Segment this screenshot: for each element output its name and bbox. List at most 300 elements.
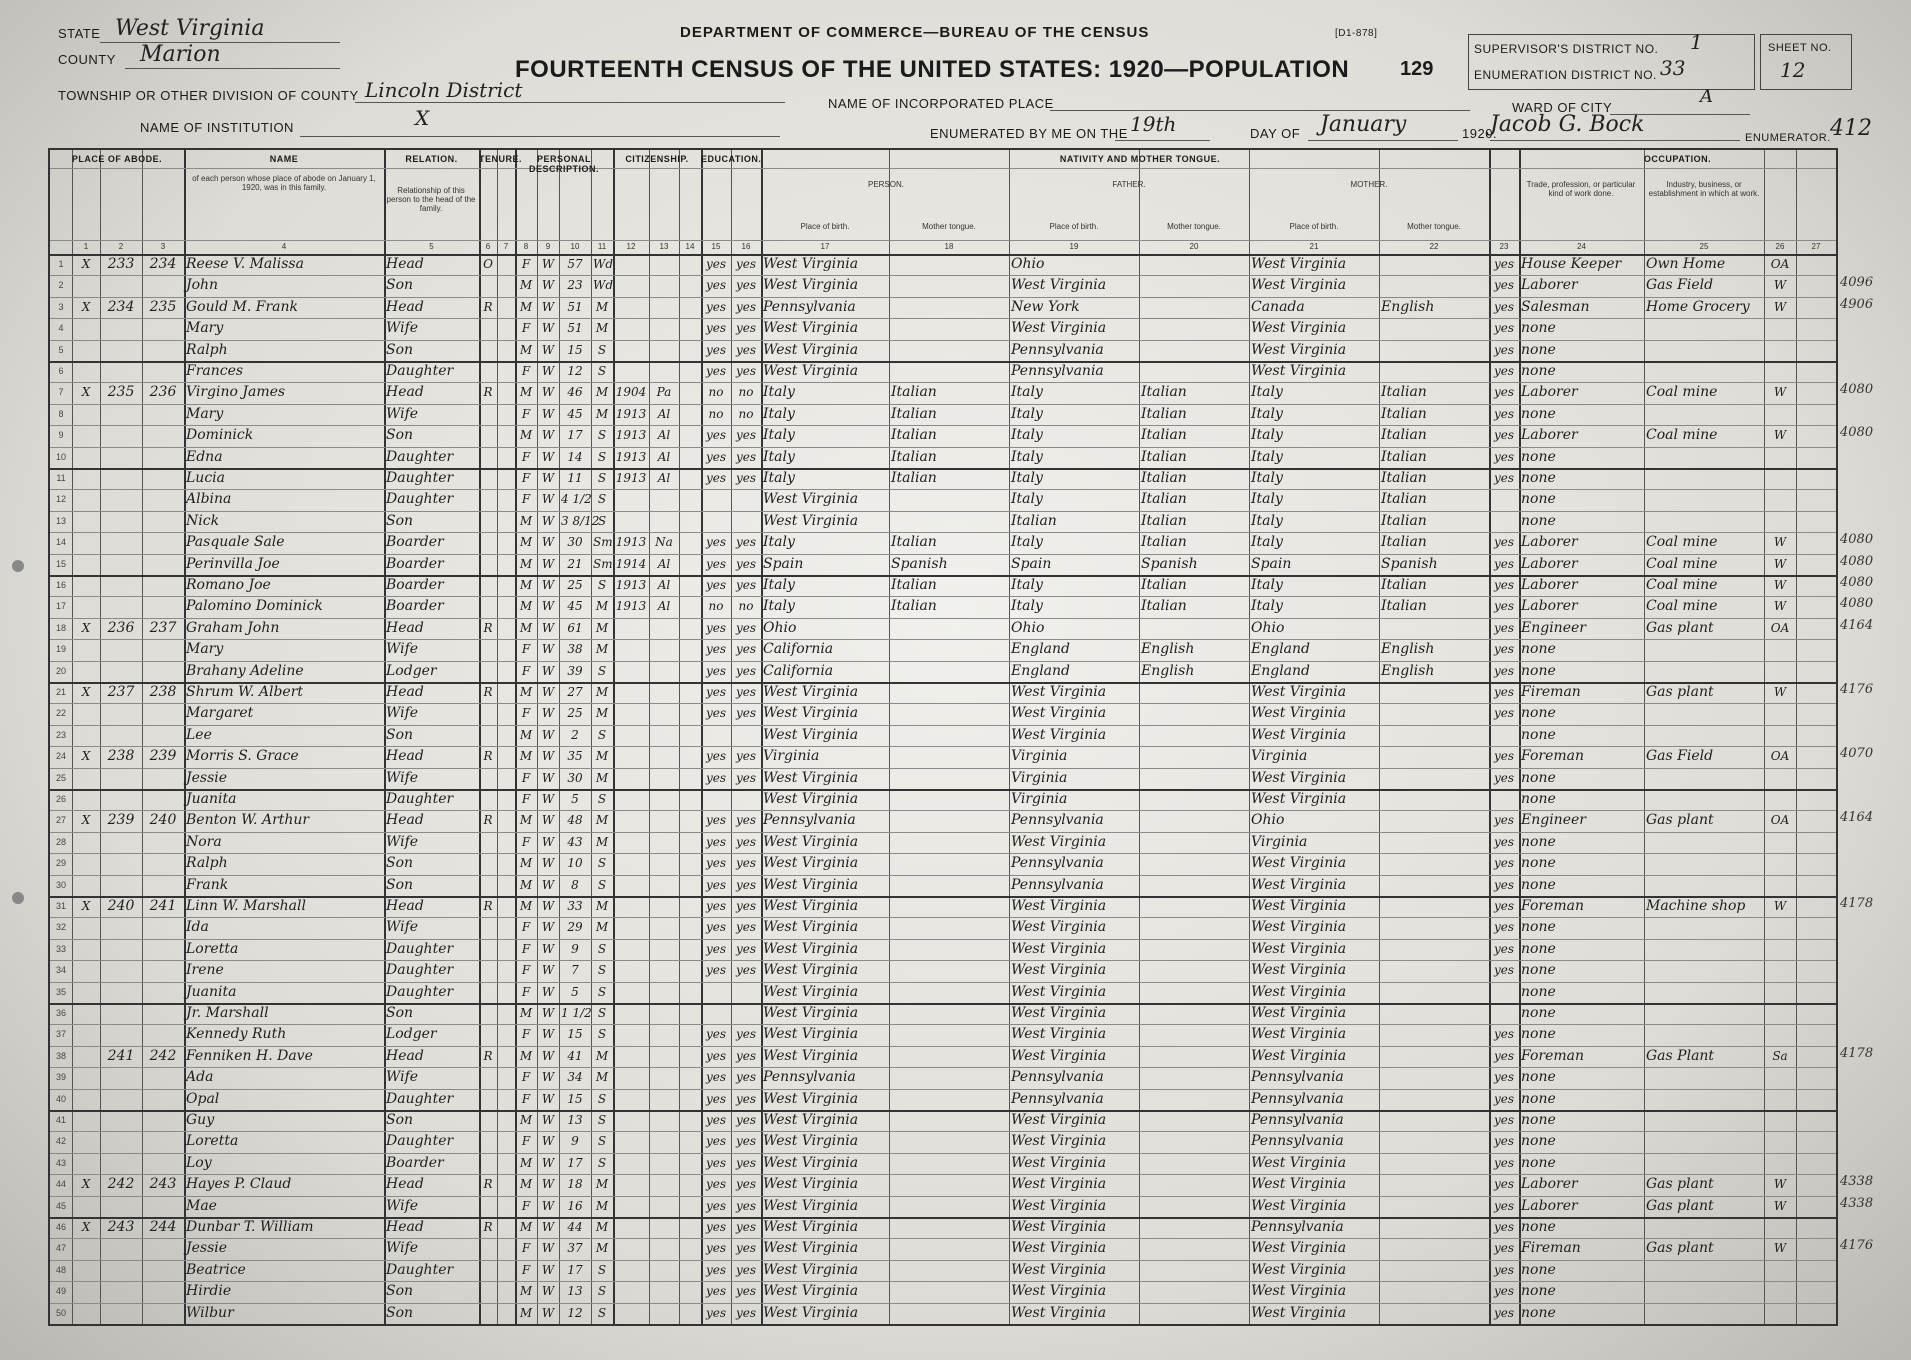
cell-fpob: Pennsylvania (1011, 855, 1104, 872)
cell-occ: none (1521, 341, 1556, 358)
cell-pob: West Virginia (763, 940, 859, 957)
cell-cls: W (1773, 1198, 1787, 1213)
cell-name: Mary (186, 405, 224, 422)
cell-occ: none (1521, 876, 1556, 893)
cell-rd: yes (705, 1048, 727, 1063)
cell-sex: F (521, 364, 531, 378)
cell-sex: F (521, 1091, 531, 1106)
cell-eng: yes (1493, 385, 1515, 400)
cell-rd: yes (705, 813, 727, 828)
column-number: 12 (626, 242, 636, 251)
cell-cls: W (1773, 428, 1787, 443)
cell-eng: yes (1493, 364, 1515, 378)
cell-age: 9 (571, 1134, 579, 1149)
cell-occ: Laborer (1521, 1176, 1578, 1193)
cell-pob: West Virginia (763, 277, 859, 294)
cell-age: 61 (567, 620, 583, 635)
cell-fpob: Virginia (1011, 791, 1068, 807)
cell-rd: yes (705, 685, 727, 699)
cell-rd: yes (705, 1241, 727, 1256)
cell-sex: M (519, 535, 533, 550)
cell-mpob: Italy (1251, 384, 1283, 401)
cell-ftongue: Spanish (1141, 555, 1198, 572)
cell-race: W (541, 535, 555, 550)
cell-name: Frank (186, 876, 229, 893)
cell-ms: M (595, 406, 609, 421)
cell-ten: R (483, 685, 493, 699)
cell-n: 17 (55, 601, 66, 612)
cell-mpob: West Virginia (1251, 876, 1347, 893)
cell-occ: none (1521, 1261, 1556, 1278)
cell-eng: yes (1493, 1220, 1515, 1234)
cell-imm: 1913 (615, 406, 647, 421)
cell-fam: 235 (149, 298, 177, 315)
cell-sex: M (519, 1305, 533, 1320)
cell-sex: M (519, 342, 533, 357)
cell-imm: 1913 (615, 599, 647, 614)
cell-pob: West Virginia (763, 320, 859, 337)
cell-age: 51 (567, 299, 583, 314)
cell-rd: yes (705, 834, 727, 849)
cell-race: W (541, 449, 555, 464)
cell-st: X (81, 1220, 91, 1234)
cell-nat: Al (657, 449, 671, 464)
cell-mpob: West Virginia (1251, 1304, 1347, 1321)
cell-ms: S (597, 856, 607, 871)
cell-eng: yes (1493, 1177, 1515, 1192)
cell-occ: none (1521, 1005, 1556, 1021)
cell-sex: M (519, 685, 533, 699)
cell-ftongue: English (1141, 641, 1195, 658)
cell-cls: W (1773, 299, 1787, 314)
cell-age: 3 8/12 (561, 513, 600, 528)
cell-wr: yes (735, 1220, 757, 1234)
margin-occupation-code: 4096 (1840, 275, 1874, 291)
cell-tongue: Italian (891, 598, 937, 615)
cell-n: 28 (55, 836, 66, 847)
cell-pob: Italy (763, 427, 795, 444)
cell-fpob: Italy (1011, 577, 1043, 593)
cell-ind: Gas plant (1646, 812, 1714, 829)
cell-fpob: West Virginia (1011, 1261, 1107, 1278)
cell-wr: yes (735, 471, 757, 485)
cell-name: Kennedy Ruth (186, 1026, 287, 1043)
cell-pob: West Virginia (763, 898, 859, 914)
cell-pob: Pennsylvania (763, 812, 856, 829)
margin-occupation-code: 4080 (1840, 382, 1874, 398)
cell-n: 10 (55, 451, 66, 462)
cell-rel: Son (386, 512, 414, 529)
cell-age: 37 (567, 1241, 583, 1256)
subheader-place-of-birth: Place of birth. (800, 222, 850, 231)
cell-imm: 1913 (615, 471, 647, 485)
cell-age: 30 (567, 770, 583, 785)
cell-eng: yes (1493, 535, 1515, 550)
cell-ms: M (595, 899, 609, 913)
cell-rd: yes (705, 428, 727, 443)
enumerated-label: ENUMERATED BY ME ON THE (930, 126, 1128, 141)
cell-pob: West Virginia (763, 705, 859, 722)
cell-eng: yes (1493, 642, 1515, 657)
cell-wr: yes (735, 1198, 757, 1213)
cell-wr: no (738, 385, 754, 400)
cell-sex: F (521, 770, 531, 785)
cell-sex: M (519, 278, 533, 293)
cell-wr: yes (735, 920, 757, 935)
cell-rel: Wife (386, 1240, 419, 1257)
county-value: Marion (140, 42, 221, 67)
cell-name: John (186, 277, 219, 294)
cell-fpob: Pennsylvania (1011, 876, 1104, 893)
cell-sex: F (521, 1027, 531, 1042)
cell-rel: Son (386, 855, 414, 872)
cell-ms: S (597, 1006, 607, 1020)
cell-rd: yes (705, 899, 727, 913)
cell-cls: W (1773, 278, 1787, 293)
cell-name: Ada (186, 1069, 214, 1086)
cell-ftongue: Italian (1141, 598, 1187, 615)
cell-rel: Daughter (386, 940, 454, 957)
cell-wr: yes (735, 299, 757, 314)
cell-ind: Coal mine (1646, 555, 1718, 572)
cell-dw: 243 (107, 1219, 135, 1235)
cell-age: 12 (567, 1305, 583, 1320)
cell-ms: Sm (593, 556, 613, 571)
county-label: COUNTY (58, 52, 116, 67)
cell-pob: West Virginia (763, 1154, 859, 1171)
column-number: 21 (1309, 242, 1319, 251)
cell-fpob: West Virginia (1011, 1240, 1107, 1257)
cell-mtongue: Italian (1381, 384, 1427, 401)
cell-wr: yes (735, 1070, 757, 1085)
column-number: 25 (1699, 242, 1709, 251)
cell-sex: M (519, 856, 533, 871)
cell-rel: Son (386, 427, 414, 444)
cell-mtongue: Italian (1381, 405, 1427, 422)
cell-occ: Laborer (1521, 1197, 1578, 1214)
cell-mpob: Spain (1251, 555, 1292, 572)
cell-rd: yes (705, 1262, 727, 1277)
cell-ind: Gas plant (1646, 684, 1714, 700)
cell-age: 23 (567, 278, 583, 293)
cell-race: W (541, 642, 555, 657)
cell-pob: Pennsylvania (763, 298, 856, 315)
cell-fpob: West Virginia (1011, 684, 1107, 700)
cell-rd: yes (705, 1220, 727, 1234)
cell-occ: Foreman (1521, 748, 1584, 765)
column-rule (613, 150, 615, 1324)
cell-ten: R (483, 1177, 493, 1192)
cell-race: W (541, 920, 555, 935)
cell-occ: Laborer (1521, 534, 1578, 551)
cell-eng: yes (1493, 834, 1515, 849)
margin-occupation-code: 4176 (1840, 682, 1874, 697)
cell-dw: 242 (107, 1176, 135, 1193)
cell-rd: yes (705, 1177, 727, 1192)
column-group-heading: CITIZENSHIP. (625, 154, 689, 164)
cell-occ: Laborer (1521, 555, 1578, 572)
cell-mpob: West Virginia (1251, 919, 1347, 936)
cell-mpob: West Virginia (1251, 684, 1347, 700)
cell-nat: Al (657, 578, 671, 592)
cell-rel: Wife (386, 769, 419, 786)
cell-occ: Fireman (1521, 1240, 1581, 1257)
margin-occupation-code: 4080 (1840, 575, 1874, 590)
cell-fpob: Italian (1011, 512, 1057, 529)
cell-age: 25 (567, 578, 583, 592)
cell-pob: West Virginia (763, 1283, 859, 1300)
cell-rd: yes (705, 856, 727, 871)
cell-sex: F (521, 1198, 531, 1213)
cell-ind: Coal mine (1646, 427, 1718, 444)
cell-pob: West Virginia (763, 1219, 859, 1235)
cell-n: 21 (55, 687, 66, 697)
cell-ms: M (595, 749, 609, 764)
cell-pob: West Virginia (763, 1240, 859, 1257)
cell-race: W (541, 877, 555, 892)
column-rule (100, 150, 101, 1324)
cell-fpob: West Virginia (1011, 919, 1107, 936)
cell-race: W (541, 257, 555, 271)
cell-fpob: Italy (1011, 384, 1043, 401)
census-table (48, 148, 1838, 1326)
subheader-father: FATHER. (1112, 180, 1146, 189)
cell-st: X (81, 899, 91, 913)
cell-name: Loy (186, 1154, 212, 1171)
cell-imm: 1904 (615, 385, 647, 400)
cell-st: X (81, 385, 91, 400)
cell-ten: R (483, 620, 493, 635)
subheader-mother-tongue: Mother tongue. (1407, 222, 1461, 231)
column-number: 22 (1429, 242, 1439, 251)
cell-rel: Daughter (386, 491, 454, 508)
cell-rel: Wife (386, 833, 419, 850)
cell-rd: yes (705, 278, 727, 293)
column-rule (559, 150, 560, 1324)
column-number: 26 (1775, 242, 1785, 251)
cell-n: 11 (56, 473, 66, 483)
cell-rd: yes (705, 449, 727, 464)
cell-n: 50 (55, 1307, 66, 1318)
month-value: January (1320, 112, 1407, 137)
column-number: 19 (1069, 242, 1079, 251)
cell-occ: none (1521, 320, 1556, 337)
cell-dw: 237 (107, 684, 135, 700)
cell-mpob: Italy (1251, 512, 1283, 529)
column-rule (142, 150, 143, 1324)
cell-mtongue: English (1381, 298, 1435, 315)
cell-mpob: West Virginia (1251, 1283, 1347, 1300)
cell-pob: Spain (763, 555, 804, 572)
cell-n: 36 (55, 1008, 66, 1018)
cell-ms: M (595, 321, 609, 336)
cell-st: X (81, 813, 91, 828)
cell-pob: California (763, 662, 834, 679)
cell-sex: F (521, 642, 531, 657)
cell-name: Opal (186, 1090, 220, 1107)
cell-imm: 1913 (615, 449, 647, 464)
cell-eng: yes (1493, 1134, 1515, 1149)
cell-name: Mary (186, 641, 224, 658)
cell-ms: S (597, 1284, 607, 1299)
cell-name: Margaret (186, 705, 254, 722)
cell-n: 16 (55, 580, 66, 590)
cell-wr: yes (735, 749, 757, 764)
cell-ms: S (597, 1134, 607, 1149)
cell-ten: O (483, 257, 493, 271)
cell-ind: Gas plant (1646, 1197, 1714, 1214)
cell-cls: OA (1770, 257, 1790, 271)
cell-nat: Al (657, 556, 671, 571)
column-rule (731, 150, 732, 1324)
cell-rel: Head (386, 1219, 424, 1235)
cell-sex: M (519, 727, 533, 742)
subheader-person: PERSON. (867, 180, 904, 189)
cell-dw: 240 (107, 898, 135, 914)
cell-age: 15 (567, 1091, 583, 1106)
cell-rd: yes (705, 1027, 727, 1042)
cell-cls: W (1773, 385, 1787, 400)
cell-age: 11 (567, 471, 583, 485)
cell-occ: none (1521, 1069, 1556, 1086)
cell-wr: yes (735, 941, 757, 956)
cell-fpob: Italy (1011, 470, 1043, 486)
cell-race: W (541, 321, 555, 336)
cell-dw: 236 (107, 619, 135, 636)
cell-wr: yes (735, 706, 757, 721)
cell-eng: yes (1493, 1262, 1515, 1277)
cell-sex: F (521, 792, 531, 806)
cell-mpob: West Virginia (1251, 983, 1347, 1000)
cell-pob: West Virginia (763, 833, 859, 850)
cell-name: Guy (186, 1112, 215, 1128)
cell-rd: yes (705, 257, 727, 271)
cell-fpob: England (1011, 662, 1071, 679)
cell-ms: M (595, 685, 609, 699)
column-number: 17 (820, 242, 830, 251)
cell-name: Mary (186, 320, 224, 337)
cell-n: 1 (58, 259, 64, 269)
cell-wr: yes (735, 278, 757, 293)
cell-cls: W (1773, 578, 1787, 592)
cell-ms: S (597, 1262, 607, 1277)
margin-occupation-code: 4338 (1840, 1174, 1874, 1190)
margin-occupation-code: 4080 (1840, 553, 1874, 569)
cell-wr: yes (735, 1262, 757, 1277)
cell-sex: F (521, 1262, 531, 1277)
cell-eng: yes (1493, 685, 1515, 699)
cell-wr: yes (735, 1241, 757, 1256)
cell-n: 15 (55, 558, 66, 569)
cell-n: 14 (55, 537, 66, 548)
cell-mpob: West Virginia (1251, 1240, 1347, 1257)
cell-sex: F (521, 1134, 531, 1149)
cell-rel: Wife (386, 1069, 419, 1086)
cell-rd: yes (705, 342, 727, 357)
cell-fpob: West Virginia (1011, 1283, 1107, 1300)
column-number: 9 (545, 242, 551, 251)
cell-sex: M (519, 299, 533, 314)
column-number: 15 (711, 242, 721, 251)
punch-hole (12, 560, 24, 572)
cell-ms: S (597, 984, 607, 999)
cell-occ: none (1521, 1112, 1556, 1128)
cell-mpob: Canada (1251, 298, 1305, 315)
cell-wr: yes (735, 449, 757, 464)
cell-pob: West Virginia (763, 1047, 859, 1064)
cell-name: Jr. Marshall (186, 1005, 269, 1021)
cell-ind: Coal mine (1646, 534, 1718, 551)
cell-fam: 239 (149, 748, 177, 765)
cell-ms: M (595, 385, 609, 400)
cell-rd: yes (705, 941, 727, 956)
cell-age: 35 (567, 749, 583, 764)
cell-tongue: Italian (891, 470, 937, 486)
cell-sex: F (521, 663, 531, 678)
margin-occupation-code: 4176 (1840, 1238, 1874, 1254)
page-number: 129 (1400, 58, 1434, 80)
cell-mpob: Pennsylvania (1251, 1090, 1344, 1107)
subheader-mother-tongue: Mother tongue. (922, 222, 976, 231)
cell-sex: M (519, 1006, 533, 1020)
column-rule (1379, 150, 1380, 1324)
cell-wr: yes (735, 963, 757, 978)
cell-rel: Wife (386, 405, 419, 422)
cell-rel: Daughter (386, 448, 454, 465)
cell-wr: yes (735, 578, 757, 592)
cell-race: W (541, 492, 555, 507)
cell-age: 18 (567, 1177, 583, 1192)
cell-rd: no (708, 599, 724, 614)
cell-occ: Laborer (1521, 577, 1578, 593)
header-rule (50, 240, 1836, 241)
cell-name: Wilbur (186, 1304, 234, 1321)
cell-mpob: West Virginia (1251, 256, 1347, 272)
cell-eng: yes (1493, 749, 1515, 764)
cell-sex: M (519, 1113, 533, 1127)
margin-occupation-code: 4338 (1840, 1195, 1874, 1211)
cell-mpob: Ohio (1251, 619, 1285, 636)
cell-n: 29 (55, 858, 66, 869)
cell-fpob: West Virginia (1011, 1112, 1107, 1128)
column-group-heading: TENURE. (479, 154, 523, 164)
cell-cls: W (1773, 556, 1787, 571)
cell-ms: S (597, 877, 607, 892)
institution-value: X (415, 106, 430, 130)
cell-ind: Gas plant (1646, 1240, 1714, 1257)
cell-pob: West Virginia (763, 1197, 859, 1214)
cell-fpob: West Virginia (1011, 1133, 1107, 1150)
cell-mpob: West Virginia (1251, 1026, 1347, 1043)
cell-occ: Laborer (1521, 277, 1578, 294)
cell-st: X (81, 620, 91, 635)
column-number: 10 (570, 242, 580, 251)
cell-mpob: Pennsylvania (1251, 1219, 1344, 1235)
cell-pob: West Virginia (763, 1133, 859, 1150)
cell-st: X (81, 685, 91, 699)
cell-ms: S (597, 1091, 607, 1106)
column-number: 5 (429, 242, 434, 251)
cell-age: 2 (571, 727, 579, 742)
cell-age: 17 (567, 1155, 583, 1170)
cell-fpob: Italy (1011, 491, 1043, 508)
cell-eng: yes (1493, 599, 1515, 614)
cell-pob: Italy (763, 470, 795, 486)
cell-occ: Engineer (1521, 619, 1586, 636)
cell-n: 42 (55, 1136, 66, 1147)
cell-age: 13 (567, 1284, 583, 1299)
cell-name: Jessie (186, 1240, 228, 1257)
